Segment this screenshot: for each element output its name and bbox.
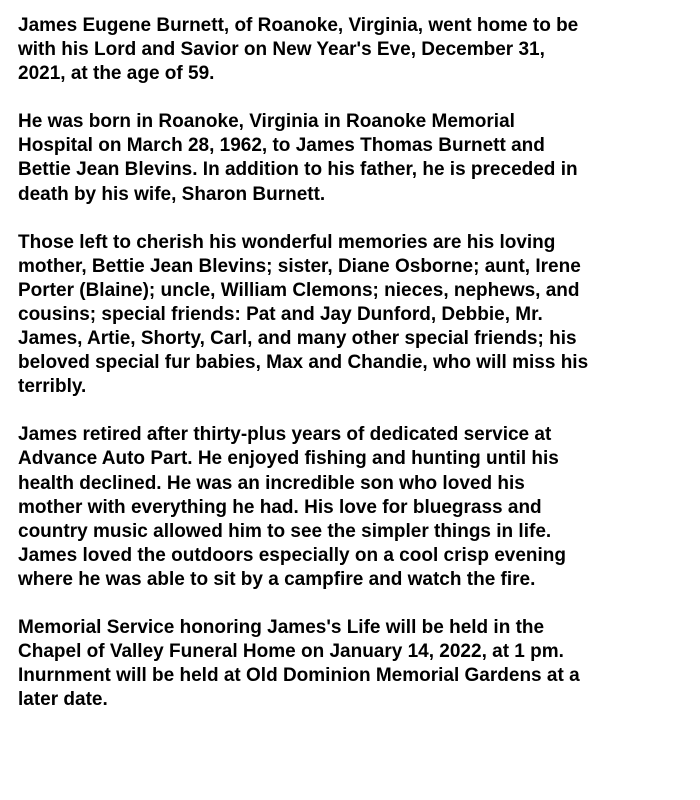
paragraph-service — [18, 616, 694, 712]
text-line: James loved the outdoors especially on a cool crisp evening — [18, 544, 567, 566]
text-line: Those left to cherish his wonderful memories are his loving — [18, 231, 556, 253]
text-line: Porter (Blaine); uncle, William Clemons; nieces, nephews, and — [18, 279, 580, 301]
text-line: death by his wife, Sharon Burnett. — [18, 183, 326, 205]
text-line: James, Artie, Shorty, Carl, and many other special friends; his — [18, 328, 577, 350]
text-line: James retired after thirty-plus years of dedicated service at — [18, 424, 552, 446]
text-line: with his Lord and Savior on New Year's Eve, December 31, — [18, 39, 545, 61]
paragraph-birth — [18, 110, 694, 206]
text-line: Memorial Service honoring James's Life will be held in the — [18, 616, 545, 638]
text-line: James Eugene Burnett, of Roanoke, Virginia, went home to be — [18, 15, 579, 36]
text-line: Advance Auto Part. He enjoyed fishing and hunting until his — [18, 448, 559, 470]
paragraph-life — [18, 423, 694, 592]
text-line: terribly. — [18, 376, 87, 398]
text-line: mother, Bettie Jean Blevins; sister, Diane Osborne; aunt, Irene — [18, 255, 581, 277]
text-line: Hospital on March 28, 1962, to James Thomas Burnett and — [18, 135, 545, 157]
paragraph-announcement — [18, 14, 694, 86]
text-line: health declined. He was an incredible son who loved his — [18, 472, 525, 494]
text-line: country music allowed him to see the simpler things in life. — [18, 520, 552, 542]
obituary-document — [18, 14, 694, 736]
text-line: 2021, at the age of 59. — [18, 63, 215, 85]
text-line: later date. — [18, 689, 108, 711]
text-line: He was born in Roanoke, Virginia in Roanoke Memorial — [18, 111, 515, 133]
paragraph-survivors — [18, 231, 694, 400]
text-line: where he was able to sit by a campfire and watch the fire. — [18, 568, 536, 590]
text-line: mother with everything he had. His love for bluegrass and — [18, 496, 542, 518]
text-line: Chapel of Valley Funeral Home on January 14, 2022, at 1 pm. — [18, 641, 564, 663]
text-line: cousins; special friends: Pat and Jay Dunford, Debbie, Mr. — [18, 303, 543, 325]
text-line: Bettie Jean Blevins. In addition to his father, he is preceded in — [18, 159, 578, 181]
text-line: Inurnment will be held at Old Dominion Memorial Gardens at a — [18, 665, 580, 687]
text-line: beloved special fur babies, Max and Chandie, who will miss his — [18, 352, 589, 374]
